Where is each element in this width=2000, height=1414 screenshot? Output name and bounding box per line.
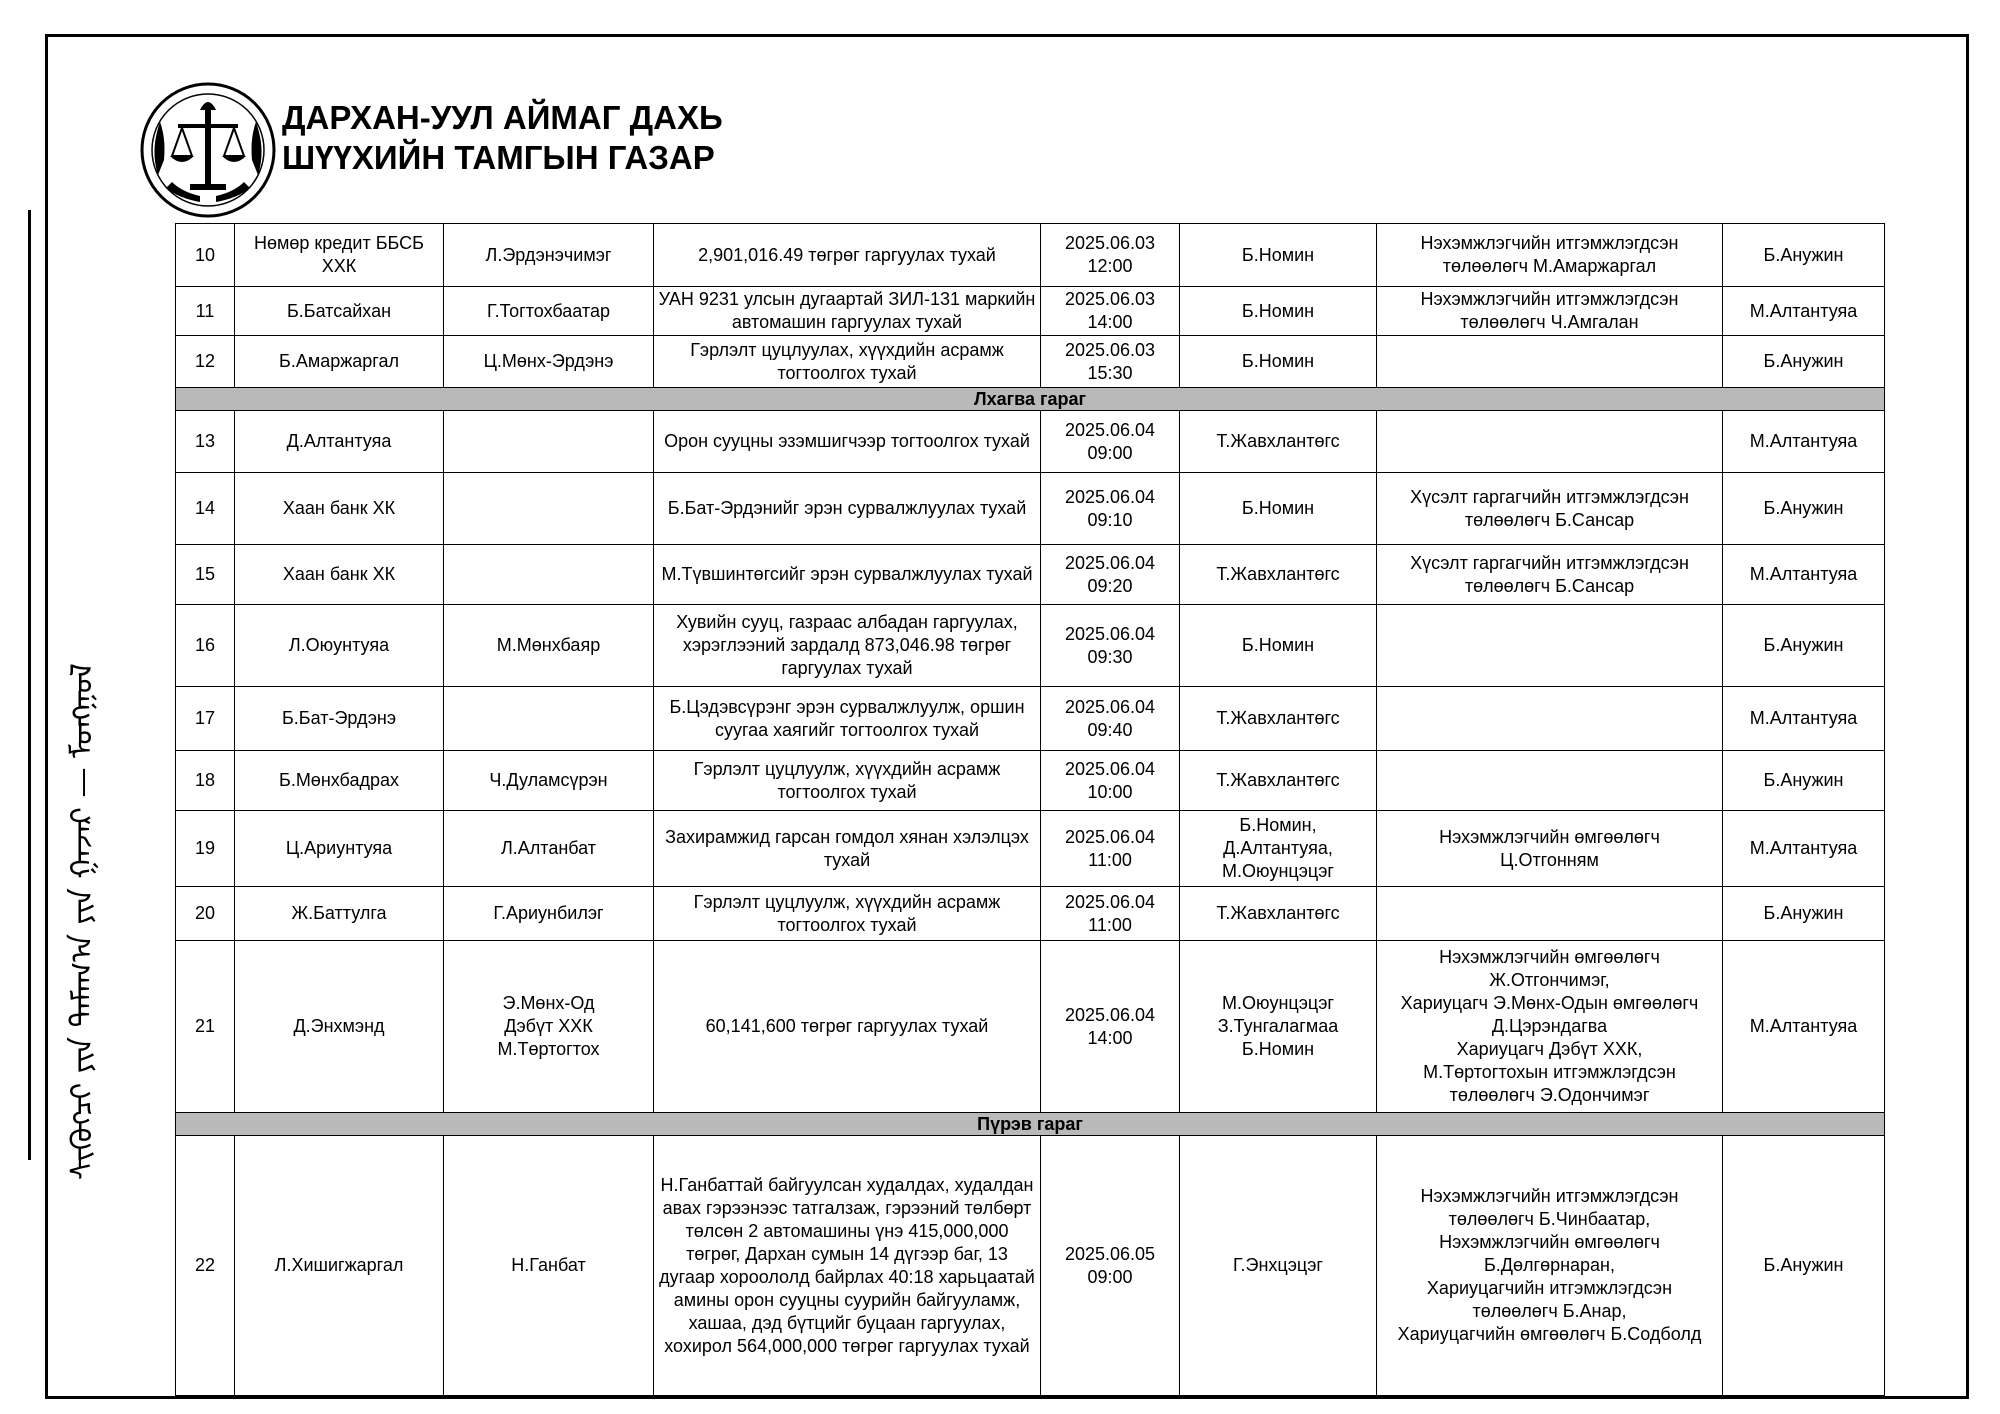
representatives-cell: Нэхэмжлэгчийн өмгөөлөгч Ц.Отгонням (1377, 811, 1723, 887)
representatives-cell (1377, 887, 1723, 941)
defendant-cell (444, 473, 654, 545)
clerk-cell: Б.Анужин (1723, 605, 1885, 687)
claim-cell: Гэрлэлт цуцлуулж, хүүхдийн асрамж тогтоолгох тухай (654, 887, 1041, 941)
plaintiff-cell: Ц.Ариунтуяа (235, 811, 444, 887)
representatives-cell (1377, 336, 1723, 388)
plaintiff-cell: Ж.Баттулга (235, 887, 444, 941)
representatives-cell: Нэхэмжлэгчийн итгэмжлэгдсэн төлөөлөгч Б.Чинбаатар, Нэхэмжлэгчийн өмгөөлөгч Б.Дөлгөрнаран, Хариуцагчийн итгэмжлэгдсэн төлөөлөгч Б.Анар, Хариуцагчийн өмгөөлөгч Б.Содболд (1377, 1136, 1723, 1396)
plaintiff-cell: Б.Батсайхан (235, 287, 444, 336)
defendant-cell: М.Мөнхбаяр (444, 605, 654, 687)
defendant-cell (444, 545, 654, 605)
case-number-cell: 15 (176, 545, 235, 605)
clerk-cell: Б.Анужин (1723, 887, 1885, 941)
judges-cell: Т.Жавхлантөгс (1180, 545, 1377, 605)
representatives-cell: Хүсэлт гаргагчийн итгэмжлэгдсэн төлөөлөгч Б.Сансар (1377, 545, 1723, 605)
plaintiff-cell: Л.Оюунтуяа (235, 605, 444, 687)
defendant-cell: Э.Мөнх-Од Дэбүт ХХК М.Төртогтох (444, 941, 654, 1113)
representatives-cell (1377, 605, 1723, 687)
date-time-cell: 2025.06.04 14:00 (1041, 941, 1180, 1113)
judges-cell: Т.Жавхлантөгс (1180, 751, 1377, 811)
representatives-cell: Нэхэмжлэгчийн итгэмжлэгдсэн төлөөлөгч Ч.Амгалан (1377, 287, 1723, 336)
title-line-2: ШҮҮХИЙН ТАМГЫН ГАЗАР (282, 139, 715, 176)
plaintiff-cell: Хаан банк ХК (235, 545, 444, 605)
claim-cell: Н.Ганбаттай байгуулсан худалдах, худалдан авах гэрээнээс татгалзаж, гэрээний төлбөрт төлсөн 2 автомашины үнэ 415,000,000 төгрөг, Дархан сумын 14 дүгээр баг, 13 дугаар хороололд байрлах 40:18 харьцаатай амины орон сууцны суурийн байгууламж, хашаа, дэд бүтцийг буцаан гаргуулах, хохирол 564,000,000 төгрөг гаргуулах тухай (654, 1136, 1041, 1396)
case-number-cell: 22 (176, 1136, 235, 1396)
claim-cell: Захирамжид гарсан гомдол хянан хэлэлцэх тухай (654, 811, 1041, 887)
plaintiff-cell: Хаан банк ХК (235, 473, 444, 545)
defendant-cell: Г.Ариунбилэг (444, 887, 654, 941)
date-time-cell: 2025.06.04 09:20 (1041, 545, 1180, 605)
representatives-cell: Хүсэлт гаргагчийн итгэмжлэгдсэн төлөөлөгч Б.Сансар (1377, 473, 1723, 545)
table-row (176, 287, 1885, 336)
representatives-cell: Нэхэмжлэгчийн итгэмжлэгдсэн төлөөлөгч М.Амаржаргал (1377, 224, 1723, 287)
date-time-cell: 2025.06.03 12:00 (1041, 224, 1180, 287)
judges-cell: Б.Номин (1180, 287, 1377, 336)
table-row (176, 811, 1885, 887)
clerk-cell: Б.Анужин (1723, 473, 1885, 545)
case-number-cell: 17 (176, 687, 235, 751)
table-row (176, 941, 1885, 1113)
representatives-cell (1377, 687, 1723, 751)
table-left-rule (175, 1280, 176, 1370)
plaintiff-cell: Л.Хишигжаргал (235, 1136, 444, 1396)
case-number-cell: 20 (176, 887, 235, 941)
clerk-cell: Б.Анужин (1723, 336, 1885, 388)
claim-cell: Гэрлэлт цуцлуулж, хүүхдийн асрамж тогтоолгох тухай (654, 751, 1041, 811)
table-row (176, 751, 1885, 811)
defendant-cell (444, 411, 654, 473)
day-section-row (176, 1113, 1885, 1136)
clerk-cell: М.Алтантуяа (1723, 687, 1885, 751)
claim-cell: УАН 9231 улсын дугаартай ЗИЛ-131 маркийн автомашин гаргуулах тухай (654, 287, 1041, 336)
judges-cell: Т.Жавхлантөгс (1180, 887, 1377, 941)
table-row (176, 887, 1885, 941)
claim-cell: М.Түвшинтөгсийг эрэн сурвалжлуулах тухай (654, 545, 1041, 605)
table-row (176, 473, 1885, 545)
defendant-cell (444, 687, 654, 751)
table-row (176, 411, 1885, 473)
schedule-table-wrap (175, 223, 1876, 1396)
clerk-cell: М.Алтантуяа (1723, 811, 1885, 887)
clerk-cell: М.Алтантуяа (1723, 545, 1885, 605)
clerk-cell: М.Алтантуяа (1723, 411, 1885, 473)
plaintiff-cell: Д.Алтантуяа (235, 411, 444, 473)
date-time-cell: 2025.06.04 10:00 (1041, 751, 1180, 811)
defendant-cell: Ч.Дуламсүрэн (444, 751, 654, 811)
date-time-cell: 2025.06.04 11:00 (1041, 811, 1180, 887)
judges-cell: Т.Жавхлантөгс (1180, 687, 1377, 751)
claim-cell: Б.Бат-Эрдэнийг эрэн сурвалжлуулах тухай (654, 473, 1041, 545)
table-row (176, 336, 1885, 388)
plaintiff-cell: Нөмөр кредит ББСБ ХХК (235, 224, 444, 287)
table-row (176, 1136, 1885, 1396)
day-section-row (176, 388, 1885, 411)
case-number-cell: 13 (176, 411, 235, 473)
table-row (176, 687, 1885, 751)
date-time-cell: 2025.06.03 15:30 (1041, 336, 1180, 388)
date-time-cell: 2025.06.04 09:40 (1041, 687, 1180, 751)
claim-cell: Гэрлэлт цуцлуулах, хүүхдийн асрамж тогтоолгох тухай (654, 336, 1041, 388)
claim-cell: Б.Цэдэвсүрэнг эрэн сурвалжлуулж, оршин суугаа хаягийг тогтоолгох тухай (654, 687, 1041, 751)
representatives-cell: Нэхэмжлэгчийн өмгөөлөгч Ж.Отгончимэг, Хариуцагч Э.Мөнх-Одын өмгөөлөгч Д.Цэрэндагва Хариуцагч Дэбүт ХХК, М.Төртогтохын итгэмжлэгдсэн төлөөлөгч Э.Одончимэг (1377, 941, 1723, 1113)
judges-cell: Б.Номин (1180, 473, 1377, 545)
clerk-cell: Б.Анужин (1723, 1136, 1885, 1396)
table-row (176, 545, 1885, 605)
judges-cell: Б.Номин (1180, 605, 1377, 687)
case-number-cell: 14 (176, 473, 235, 545)
date-time-cell: 2025.06.04 09:00 (1041, 411, 1180, 473)
clerk-cell: Б.Анужин (1723, 751, 1885, 811)
plaintiff-cell: Б.Амаржаргал (235, 336, 444, 388)
claim-cell: 2,901,016.49 төгрөг гаргуулах тухай (654, 224, 1041, 287)
day-section-label: Лхагва гараг (176, 388, 1885, 411)
table-row (176, 605, 1885, 687)
date-time-cell: 2025.06.03 14:00 (1041, 287, 1180, 336)
defendant-cell: Л.Алтанбат (444, 811, 654, 887)
plaintiff-cell: Б.Мөнхбадрах (235, 751, 444, 811)
side-mongolian-script: ᠰᠢᠭᠦᠭᠴᠢ ᠶᠢᠨ ᠲᠠᠮᠠᠭ᠎ᠠ ᠶᠢᠨ ᠭᠠᠵᠠᠷ — ᠮᠣᠩᠭᠣᠯ (65, 663, 100, 1180)
case-number-cell: 18 (176, 751, 235, 811)
title-line-1: ДАРХАН-УУЛ АЙМАГ ДАХЬ (282, 99, 723, 136)
judges-cell: Б.Номин, Д.Алтантуяа, М.Оюунцэцэг (1180, 811, 1377, 887)
date-time-cell: 2025.06.04 09:10 (1041, 473, 1180, 545)
claim-cell: 60,141,600 төгрөг гаргуулах тухай (654, 941, 1041, 1113)
claim-cell: Орон сууцны эзэмшигчээр тогтоолгох тухай (654, 411, 1041, 473)
case-number-cell: 16 (176, 605, 235, 687)
defendant-cell: Ц.Мөнх-Эрдэнэ (444, 336, 654, 388)
judges-cell: Б.Номин (1180, 336, 1377, 388)
defendant-cell: Л.Эрдэнэчимэг (444, 224, 654, 287)
clerk-cell: М.Алтантуяа (1723, 287, 1885, 336)
representatives-cell (1377, 411, 1723, 473)
clerk-cell: М.Алтантуяа (1723, 941, 1885, 1113)
case-number-cell: 19 (176, 811, 235, 887)
court-emblem-logo (138, 80, 278, 220)
defendant-cell: Г.Тогтохбаатар (444, 287, 654, 336)
case-number-cell: 21 (176, 941, 235, 1113)
date-time-cell: 2025.06.04 11:00 (1041, 887, 1180, 941)
defendant-cell: Н.Ганбат (444, 1136, 654, 1396)
judges-cell: Г.Энхцэцэг (1180, 1136, 1377, 1396)
page-title (282, 98, 723, 178)
representatives-cell (1377, 751, 1723, 811)
judges-cell: М.Оюунцэцэг З.Тунгалагмаа Б.Номин (1180, 941, 1377, 1113)
plaintiff-cell: Д.Энхмэнд (235, 941, 444, 1113)
table-row (176, 224, 1885, 287)
case-number-cell: 12 (176, 336, 235, 388)
day-section-label: Пүрэв гараг (176, 1113, 1885, 1136)
plaintiff-cell: Б.Бат-Эрдэнэ (235, 687, 444, 751)
clerk-cell: Б.Анужин (1723, 224, 1885, 287)
judges-cell: Б.Номин (1180, 224, 1377, 287)
case-number-cell: 10 (176, 224, 235, 287)
case-number-cell: 11 (176, 287, 235, 336)
claim-cell: Хувийн сууц, газраас албадан гаргуулах, хэрэглээний зардалд 873,046.98 төгрөг гаргуулах тухай (654, 605, 1041, 687)
court-schedule-table (175, 223, 1885, 1396)
judges-cell: Т.Жавхлантөгс (1180, 411, 1377, 473)
date-time-cell: 2025.06.04 09:30 (1041, 605, 1180, 687)
date-time-cell: 2025.06.05 09:00 (1041, 1136, 1180, 1396)
